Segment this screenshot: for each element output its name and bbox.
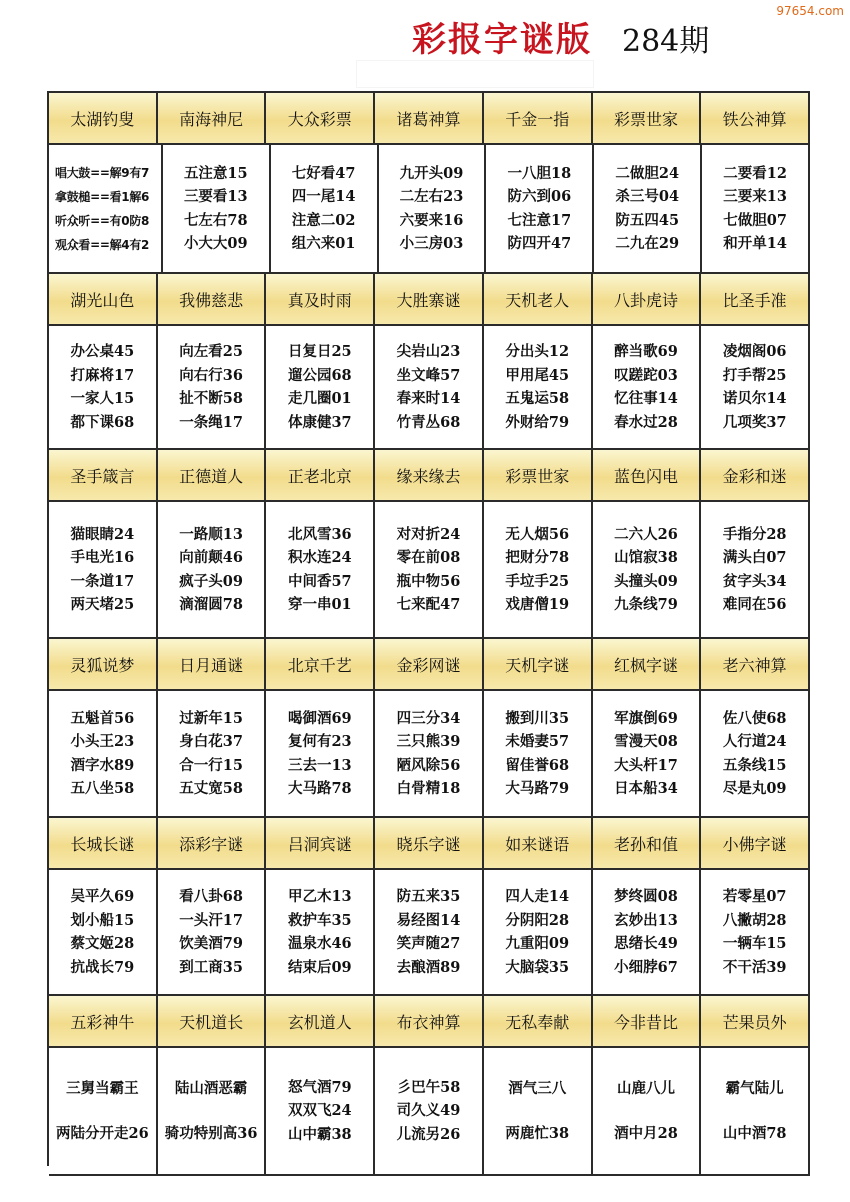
riddle-line: 七来配47 xyxy=(396,596,461,613)
riddle-line: 春来时14 xyxy=(396,390,461,407)
riddle-cell xyxy=(593,1048,702,1176)
riddle-line: 七左右78 xyxy=(183,211,248,229)
riddle-line: 玄妙出13 xyxy=(614,911,678,929)
riddle-line: 蔡文姬28 xyxy=(70,935,135,952)
riddle-line: 喝御酒69 xyxy=(287,709,352,727)
riddle-line: 凌烟阁06 xyxy=(722,343,787,360)
column-title: 金彩网谜 xyxy=(375,639,484,691)
riddle-line: 手垃手25 xyxy=(505,572,570,590)
riddle-cell xyxy=(266,502,375,639)
riddle-line: 打麻将17 xyxy=(70,366,135,384)
riddle-line: 过新年15 xyxy=(179,709,243,727)
riddle-line: 忆往事14 xyxy=(614,390,678,407)
riddle-line: 九开头09 xyxy=(399,164,464,182)
riddle-line: 一条道17 xyxy=(70,572,135,590)
column-title: 太湖钓叟 xyxy=(49,93,158,145)
column-title: 南海神尼 xyxy=(158,93,267,145)
riddle-cell xyxy=(593,326,702,450)
section-header-row xyxy=(49,818,810,870)
riddle-line: 都下课68 xyxy=(70,413,135,431)
riddle-line: 二要看12 xyxy=(723,164,787,182)
riddle-line: 五注意15 xyxy=(183,164,248,182)
riddle-line: 小头王23 xyxy=(70,733,135,750)
riddle-cell xyxy=(49,870,158,996)
riddle-line: 不干活39 xyxy=(722,958,787,976)
riddle-line: 一家人15 xyxy=(70,390,135,407)
riddle-cell xyxy=(158,691,267,818)
riddle-cell xyxy=(271,145,379,274)
riddle-line: 酒字水89 xyxy=(70,756,135,774)
section-body-row xyxy=(49,145,810,274)
section-row xyxy=(49,818,810,996)
riddle-cell xyxy=(49,1048,158,1176)
riddle-line: 思绪长49 xyxy=(614,935,678,952)
riddle-line: 叹蹉跎03 xyxy=(614,366,678,384)
riddle-line: 防五四45 xyxy=(615,211,680,229)
riddle-line: 戏唐僧19 xyxy=(505,596,570,613)
column-title: 晓乐字谜 xyxy=(375,818,484,870)
riddle-line: 一八胆18 xyxy=(507,164,572,182)
riddle-line: 积水连24 xyxy=(287,549,352,566)
column-title: 彩票世家 xyxy=(593,93,702,145)
riddle-line: 唱大鼓==解9有7 xyxy=(55,165,150,180)
riddle-line: 抗战长79 xyxy=(70,958,135,976)
column-title: 日月通谜 xyxy=(158,639,267,691)
riddle-line: 若零星07 xyxy=(722,888,787,905)
section-row xyxy=(49,93,810,274)
riddle-cell xyxy=(158,502,267,639)
riddle-cell xyxy=(266,691,375,818)
section-body-row xyxy=(49,502,810,639)
riddle-cell xyxy=(266,326,375,450)
riddle-cell xyxy=(702,145,810,274)
column-title: 小佛字谜 xyxy=(701,818,810,870)
riddle-line: 手指分28 xyxy=(722,525,787,543)
riddle-line: 外财给79 xyxy=(505,413,570,431)
riddle-line: 九重阳09 xyxy=(505,935,570,952)
column-title: 老孙和值 xyxy=(593,818,702,870)
riddle-line: 一辆车15 xyxy=(722,935,787,952)
riddle-line: 无人烟56 xyxy=(505,525,570,543)
riddle-line: 北风雪36 xyxy=(287,525,352,543)
riddle-cell xyxy=(375,870,484,996)
section-header-row xyxy=(49,639,810,691)
riddle-line: 五条线15 xyxy=(722,756,787,774)
riddle-line: 零在前08 xyxy=(396,549,461,566)
riddle-line: 向左看25 xyxy=(179,343,243,360)
site-watermark: 97654.com xyxy=(776,4,844,18)
riddle-line: 二左右23 xyxy=(399,188,464,205)
riddle-line: 两鹿忙38 xyxy=(505,1124,570,1142)
riddle-line: 七注意17 xyxy=(507,211,572,229)
riddle-cell xyxy=(158,870,267,996)
riddle-line: 合一行15 xyxy=(179,756,243,774)
riddle-line: 三要来13 xyxy=(723,188,787,205)
riddle-line: 听众听==有0防8 xyxy=(55,213,150,228)
riddle-line: 中间香57 xyxy=(287,572,352,590)
riddle-line: 五丈宽58 xyxy=(179,780,243,797)
riddle-line: 去酿酒89 xyxy=(396,958,461,976)
riddle-line: 防六到06 xyxy=(507,188,572,205)
riddle-cell xyxy=(701,502,810,639)
riddle-line: 山中酒78 xyxy=(722,1124,787,1142)
page-title: 彩报字谜版 xyxy=(412,20,592,60)
riddle-line: 一条绳17 xyxy=(179,413,243,431)
column-title: 彩票世家 xyxy=(484,450,593,502)
column-title: 今非昔比 xyxy=(593,996,702,1048)
riddle-line: 难同在56 xyxy=(722,596,787,613)
riddle-line: 二九在29 xyxy=(615,235,680,252)
riddle-line: 搬到川35 xyxy=(505,709,570,727)
riddle-line: 四人走14 xyxy=(505,888,570,905)
riddle-cell xyxy=(379,145,487,274)
section-header-row xyxy=(49,996,810,1048)
column-title: 布衣神算 xyxy=(375,996,484,1048)
section-body-row xyxy=(49,326,810,450)
riddle-line: 陆山酒恶霸 xyxy=(174,1079,248,1097)
riddle-line: 观众看==解4有2 xyxy=(55,237,150,252)
riddle-line: 对对折24 xyxy=(396,525,461,543)
riddle-line: 山中霸38 xyxy=(287,1125,352,1143)
riddle-cell xyxy=(375,1048,484,1176)
riddle-line: 复何有23 xyxy=(287,733,352,750)
riddle-cell xyxy=(593,502,702,639)
column-title: 玄机道人 xyxy=(266,996,375,1048)
riddle-line: 七好看47 xyxy=(291,164,356,182)
riddle-line: 小三房03 xyxy=(399,235,464,252)
riddle-line: 两陆分开走26 xyxy=(56,1124,149,1142)
riddle-line: 日复日25 xyxy=(287,343,352,360)
column-title: 八卦虎诗 xyxy=(593,274,702,326)
riddle-line: 扯不断58 xyxy=(179,390,243,407)
riddle-line: 八撇胡28 xyxy=(722,911,787,929)
riddle-cell xyxy=(701,326,810,450)
riddle-line: 日本船34 xyxy=(614,780,678,797)
section-row xyxy=(49,274,810,450)
riddle-line: 易经图14 xyxy=(396,911,461,929)
riddle-cell xyxy=(484,870,593,996)
column-title: 芒果员外 xyxy=(701,996,810,1048)
column-title: 大胜寨谜 xyxy=(375,274,484,326)
riddle-line: 向前颠46 xyxy=(179,549,243,566)
riddle-cell xyxy=(484,326,593,450)
riddle-line: 身白花37 xyxy=(179,733,243,750)
riddle-line: 七做胆07 xyxy=(723,211,787,229)
riddle-cell xyxy=(594,145,702,274)
section-header-row xyxy=(49,274,810,326)
riddle-line: 甲用尾45 xyxy=(505,366,570,384)
column-title: 无私奉献 xyxy=(484,996,593,1048)
section-row xyxy=(49,996,810,1176)
riddle-line: 三舅当霸王 xyxy=(66,1079,139,1097)
riddle-cell xyxy=(593,870,702,996)
section-row xyxy=(49,639,810,818)
riddle-line: 陋风除56 xyxy=(396,756,461,774)
riddle-line: 穿一串01 xyxy=(287,596,352,613)
riddle-line: 梦终圆08 xyxy=(614,888,678,905)
riddle-line: 头撞头09 xyxy=(614,572,678,590)
riddle-line: 疯子头09 xyxy=(179,572,243,590)
riddle-line: 贫字头34 xyxy=(722,572,787,590)
riddle-line: 吴平久69 xyxy=(70,888,135,905)
riddle-line: 四一尾14 xyxy=(291,188,356,205)
riddle-line: 向右行36 xyxy=(179,366,243,384)
section-body-row xyxy=(49,691,810,818)
riddle-line: 手电光16 xyxy=(70,549,135,566)
column-title: 缘来缘去 xyxy=(375,450,484,502)
riddle-line: 甲乙木13 xyxy=(287,888,352,905)
riddle-line: 小细脖67 xyxy=(614,958,678,976)
column-title: 千金一指 xyxy=(484,93,593,145)
riddle-line: 六要来16 xyxy=(399,211,464,229)
riddle-line: 结束后09 xyxy=(287,958,352,976)
riddle-line: 和开单14 xyxy=(723,235,787,252)
riddle-cell xyxy=(375,691,484,818)
riddle-cell xyxy=(158,1048,267,1176)
riddle-line: 三只熊39 xyxy=(396,733,461,750)
riddle-cell xyxy=(49,502,158,639)
column-title: 天机字谜 xyxy=(484,639,593,691)
column-title: 灵狐说梦 xyxy=(49,639,158,691)
riddle-cell xyxy=(266,870,375,996)
riddle-line: 霸气陆儿 xyxy=(725,1079,784,1097)
riddle-line: 小大大09 xyxy=(183,235,248,252)
riddle-line: 救护车35 xyxy=(287,911,352,929)
riddle-cell xyxy=(266,1048,375,1176)
riddle-line: 一路顺13 xyxy=(179,525,243,543)
riddle-line: 雪漫天08 xyxy=(614,733,678,750)
column-title: 红枫字谜 xyxy=(593,639,702,691)
riddle-line: 骑功特别高36 xyxy=(164,1124,258,1142)
riddle-line: 尽是丸09 xyxy=(722,780,787,797)
riddle-line: 两天堵25 xyxy=(70,596,135,613)
column-title: 比圣手准 xyxy=(701,274,810,326)
riddle-line: 办公桌45 xyxy=(70,343,135,360)
riddle-line: 司久义49 xyxy=(396,1102,461,1120)
riddle-line: 三去一13 xyxy=(287,756,352,774)
riddle-line: 大马路78 xyxy=(287,780,352,797)
riddle-line: 分阴阳28 xyxy=(505,911,570,929)
riddle-line: 竹青丛68 xyxy=(396,413,461,431)
column-title: 天机道长 xyxy=(158,996,267,1048)
riddle-line: 几项奖37 xyxy=(722,413,787,431)
riddle-line: 未婚妻57 xyxy=(505,733,570,750)
riddle-line: 白骨精18 xyxy=(396,780,461,797)
column-title: 正老北京 xyxy=(266,450,375,502)
column-title: 老六神算 xyxy=(701,639,810,691)
riddle-cell xyxy=(49,145,163,274)
column-title: 天机老人 xyxy=(484,274,593,326)
riddle-cell xyxy=(701,870,810,996)
riddle-line: 双双飞24 xyxy=(287,1102,352,1120)
column-title: 铁公神算 xyxy=(701,93,810,145)
blank-banner xyxy=(357,61,593,87)
riddle-line: 注意二02 xyxy=(291,211,356,229)
riddle-line: 酒中月28 xyxy=(614,1124,678,1142)
riddle-line: 二六人26 xyxy=(614,525,678,543)
riddle-line: 到工商35 xyxy=(179,958,243,976)
riddle-line: 酒气三八 xyxy=(508,1079,567,1097)
riddle-line: 大马路79 xyxy=(505,780,570,797)
riddle-line: 防四开47 xyxy=(507,235,572,252)
riddle-line: 人行道24 xyxy=(722,733,787,750)
riddle-line: 杀三号04 xyxy=(615,188,680,205)
riddle-line: 军旗倒69 xyxy=(614,709,678,727)
riddle-line: 彡巴午58 xyxy=(396,1078,461,1096)
riddle-line: 走几圈01 xyxy=(287,390,352,407)
riddle-line: 春水过28 xyxy=(614,413,678,431)
riddle-line: 五鬼运58 xyxy=(505,390,570,407)
riddle-cell xyxy=(49,326,158,450)
riddle-cell xyxy=(593,691,702,818)
riddle-cell xyxy=(163,145,271,274)
riddle-line: 组六来01 xyxy=(291,235,356,252)
riddle-line: 坐文峰57 xyxy=(396,366,461,384)
riddle-line: 分出头12 xyxy=(505,343,570,360)
riddle-line: 滴溜圆78 xyxy=(179,596,243,613)
riddle-line: 留佳誉68 xyxy=(505,756,570,774)
riddle-line: 看八卦68 xyxy=(179,888,243,905)
riddle-line: 一头汗17 xyxy=(179,911,243,929)
riddle-line: 大脑袋35 xyxy=(505,958,570,976)
riddle-cell xyxy=(49,691,158,818)
riddle-line: 拿鼓槌==看1解6 xyxy=(55,189,150,204)
column-title: 蓝色闪电 xyxy=(593,450,702,502)
section-body-row xyxy=(49,870,810,996)
riddle-cell xyxy=(158,326,267,450)
riddle-cell xyxy=(484,1048,593,1176)
riddle-line: 三要看13 xyxy=(183,188,248,205)
column-title: 如来谜语 xyxy=(484,818,593,870)
riddle-line: 四三分34 xyxy=(396,709,461,727)
section-body-row xyxy=(49,1048,810,1176)
riddle-line: 山馆寂38 xyxy=(614,549,678,566)
riddle-line: 满头白07 xyxy=(722,549,787,566)
riddle-line: 诺贝尔14 xyxy=(722,390,787,407)
riddle-cell xyxy=(375,502,484,639)
riddle-line: 猫眼睛24 xyxy=(70,525,135,543)
riddle-line: 划小船15 xyxy=(70,911,135,929)
riddle-table xyxy=(47,91,810,1166)
riddle-cell xyxy=(484,691,593,818)
riddle-line: 瓶中物56 xyxy=(396,572,461,590)
column-title: 大众彩票 xyxy=(266,93,375,145)
riddle-line: 醉当歌69 xyxy=(614,343,678,360)
column-title: 圣手箴言 xyxy=(49,450,158,502)
riddle-cell xyxy=(701,691,810,818)
issue-number: 284期 xyxy=(622,24,710,59)
riddle-cell xyxy=(484,502,593,639)
section-header-row xyxy=(49,93,810,145)
riddle-line: 体康健37 xyxy=(287,413,352,431)
column-title: 金彩和迷 xyxy=(701,450,810,502)
section-header-row xyxy=(49,450,810,502)
riddle-line: 儿流另26 xyxy=(396,1125,461,1143)
riddle-cell xyxy=(701,1048,810,1176)
column-title: 正德道人 xyxy=(158,450,267,502)
riddle-line: 五八坐58 xyxy=(70,780,135,797)
riddle-line: 遛公园68 xyxy=(287,366,352,384)
riddle-line: 二做胆24 xyxy=(615,164,680,182)
column-title: 添彩字谜 xyxy=(158,818,267,870)
column-title: 诸葛神算 xyxy=(375,93,484,145)
riddle-line: 五魁首56 xyxy=(70,709,135,727)
riddle-line: 佐八使68 xyxy=(722,709,787,727)
riddle-line: 防五来35 xyxy=(396,888,461,905)
riddle-line: 饮美酒79 xyxy=(179,935,243,952)
riddle-line: 打手帮25 xyxy=(722,366,787,384)
column-title: 湖光山色 xyxy=(49,274,158,326)
riddle-line: 大头杆17 xyxy=(614,756,678,774)
column-title: 北京千艺 xyxy=(266,639,375,691)
riddle-line: 山鹿八儿 xyxy=(616,1079,675,1097)
column-title: 吕洞宾谜 xyxy=(266,818,375,870)
riddle-cell xyxy=(375,326,484,450)
riddle-line: 怒气酒79 xyxy=(287,1078,352,1096)
riddle-line: 温泉水46 xyxy=(287,935,352,952)
column-title: 我佛慈悲 xyxy=(158,274,267,326)
riddle-line: 笑声随27 xyxy=(396,935,461,952)
section-row xyxy=(49,450,810,639)
riddle-cell xyxy=(486,145,594,274)
riddle-line: 尖岩山23 xyxy=(396,343,461,360)
riddle-line: 把财分78 xyxy=(505,549,570,566)
riddle-line: 九条线79 xyxy=(614,596,678,613)
column-title: 长城长谜 xyxy=(49,818,158,870)
column-title: 真及时雨 xyxy=(266,274,375,326)
column-title: 五彩神牛 xyxy=(49,996,158,1048)
